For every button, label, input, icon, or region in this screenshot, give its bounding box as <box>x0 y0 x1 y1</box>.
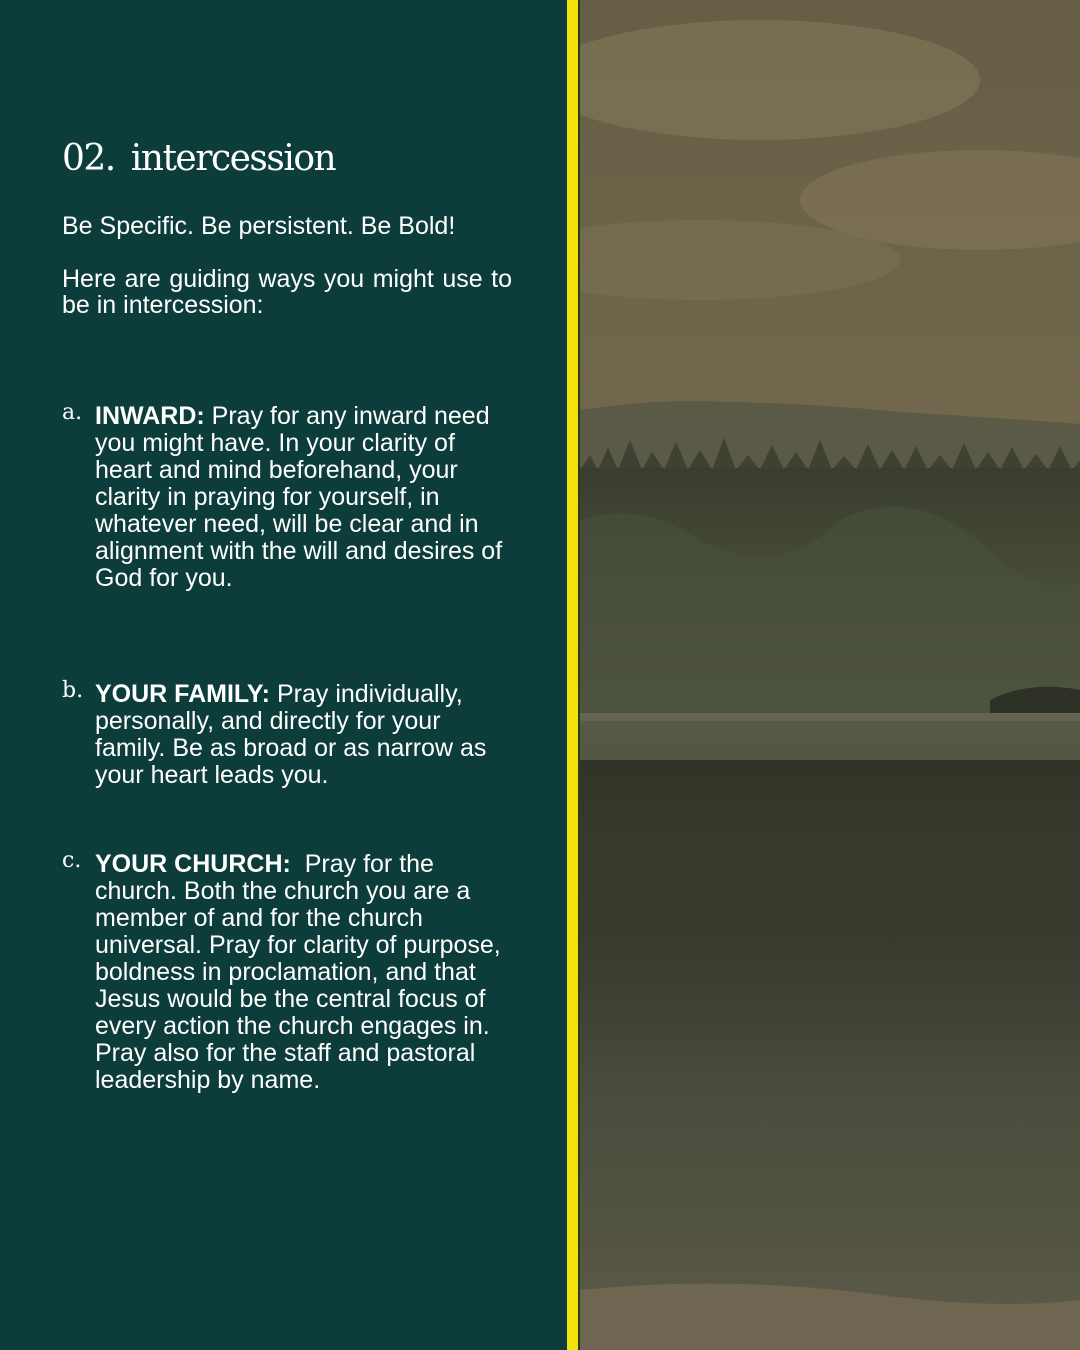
list-item-family <box>62 678 517 789</box>
list-item-body: Pray for any inward need you might have. In your clarity of heart and mind beforehand, your clarity in praying for yourself, in whatever need, will be clear and in alignment with the will and desires of God for you. <box>95 402 503 592</box>
list-item-heading: INWARD: <box>95 402 205 430</box>
list-marker: c. <box>62 848 82 873</box>
page-title <box>62 138 335 179</box>
section-title: intercession <box>130 138 336 179</box>
list-item-inward <box>62 400 517 592</box>
list-marker: b. <box>62 678 84 703</box>
list-item-body: Pray for the church. Both the church you are a member of and for the church universal. Pray for clarity of purpose, boldness in proclamation, and that Jesus would be the central focus of every action the church engages in. Pray also for the staff and pastoral leadership by name. <box>95 850 501 1094</box>
tagline: Be Specific. Be persistent. Be Bold! <box>62 212 456 240</box>
list-item-heading: YOUR CHURCH: <box>95 850 291 878</box>
intro-text: Here are guiding ways you might use to be in intercession: <box>62 265 512 319</box>
list-item-heading: YOUR FAMILY: <box>95 680 271 708</box>
list-item-church <box>62 848 517 1094</box>
list-item-body: Pray individually, personally, and directly for your family. Be as broad or as narrow as your heart leads you. <box>95 680 487 789</box>
section-number: 02. <box>62 138 115 179</box>
list-marker: a. <box>62 400 83 425</box>
list-item-text <box>95 681 517 789</box>
accent-divider <box>567 0 580 1350</box>
lake-forest-photo <box>580 0 1080 1350</box>
list-item-text <box>95 851 517 1094</box>
list-item-text <box>95 403 517 592</box>
